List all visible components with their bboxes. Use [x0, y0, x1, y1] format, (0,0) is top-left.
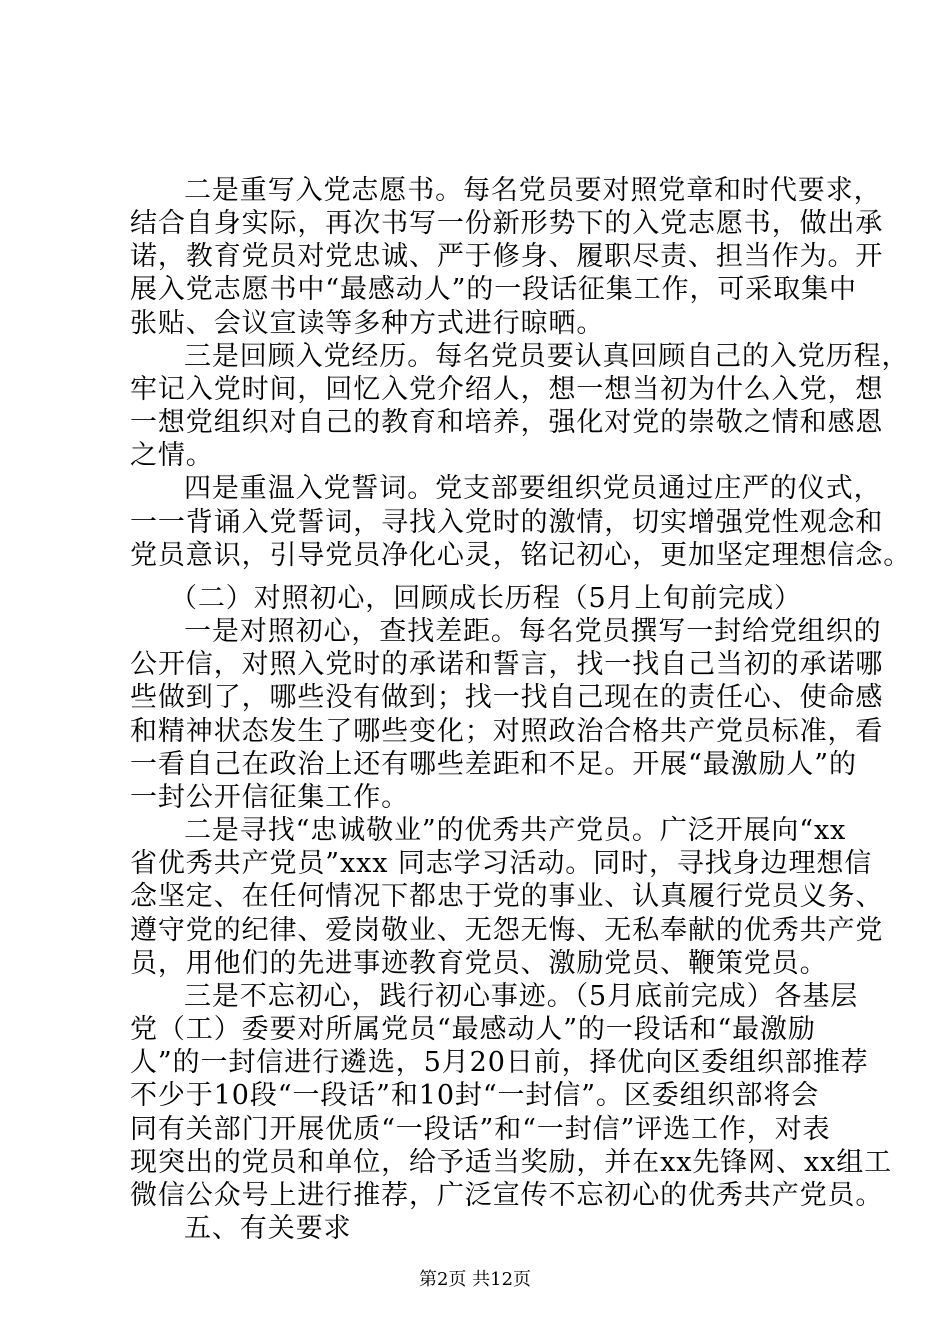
paragraph-line: 一封公开信征集工作。: [130, 782, 409, 813]
paragraph-line: 人”的一封信进行遴选，5月20日前，择优向区委组织部推荐: [130, 1047, 869, 1078]
paragraph-line: 遵守党的纪律、爱岗敬业、无怨无悔、无私奉献的优秀共产党: [130, 915, 884, 946]
paragraph-line: 之情。: [130, 440, 214, 471]
paragraph-line: 公开信，对照入党时的承诺和誓言，找一找自己当初的承诺哪: [130, 649, 884, 680]
section-subheading: （二）对照初心，回顾成长历程（5月上旬前完成）: [170, 583, 802, 614]
paragraph-line: 张贴、会议宣读等多种方式进行晾晒。: [130, 308, 605, 339]
paragraph-line: 些做到了，哪些没有做到；找一找自己现在的责任心、使命感: [130, 682, 884, 713]
paragraph-line: 一看自己在政治上还有哪些差距和不足。开展“最激励人”的: [130, 749, 857, 780]
paragraph-line: 一是对照初心，查找差距。每名党员撰写一封给党组织的: [184, 616, 882, 647]
paragraph-line: 员，用他们的先进事迹教育党员、激励党员、鞭策党员。: [130, 948, 828, 979]
paragraph-line: 省优秀共产党员”xxx 同志学习活动。同时，寻找身边理想信: [130, 848, 873, 879]
paragraph-line: 不少于10段“一段话”和10封“一封信”。区委组织部将会: [130, 1080, 820, 1111]
section-heading: 五、有关要求: [184, 1213, 352, 1244]
paragraph-line: 四是重温入党誓词。党支部要组织党员通过庄严的仪式，: [184, 473, 882, 504]
paragraph-line: 念坚定、在任何情况下都忠于党的事业、认真履行党员义务、: [130, 881, 884, 912]
paragraph-line: 三是不忘初心，践行初心事迹。（5月底前完成）各基层: [184, 981, 859, 1012]
paragraph-line: 诺，教育党员对党忠诚、严于修身、履职尽责、担当作为。开: [130, 241, 884, 272]
paragraph-line: 党（工）委要对所属党员“最感动人”的一段话和“最激励: [130, 1014, 816, 1045]
paragraph-line: 结合自身实际，再次书写一份新形势下的入党志愿书，做出承: [130, 208, 884, 239]
paragraph-line: 二是寻找“忠诚敬业”的优秀共产党员。广泛开展向“xx: [184, 815, 847, 846]
paragraph-line: 同有关部门开展优质“一段话”和“一封信”评选工作，对表: [130, 1114, 831, 1145]
paragraph-line: 微信公众号上进行推荐，广泛宣传不忘初心的优秀共产党员。: [130, 1180, 884, 1211]
paragraph-line: 二是重写入党志愿书。每名党员要对照党章和时代要求，: [184, 175, 882, 206]
paragraph-line: 一一背诵入党誓词，寻找入党时的激情，切实增强党性观念和: [130, 507, 884, 538]
paragraph-line: 和精神状态发生了哪些变化；对照政治合格共产党员标准，看: [130, 716, 884, 747]
paragraph-line: 现突出的党员和单位，给予适当奖励，并在xx先锋网、xx组工: [130, 1147, 893, 1178]
paragraph-line: 牢记入党时间，回忆入党介绍人，想一想当初为什么入党，想: [130, 374, 884, 405]
paragraph-line: 党员意识，引导党员净化心灵，铭记初心，更加坚定理想信念。: [130, 540, 912, 571]
paragraph-line: 展入党志愿书中“最感动人”的一段话征集工作，可采取集中: [130, 274, 857, 305]
page-footer: 第2页 共12页: [418, 1269, 532, 1290]
paragraph-line: 一想党组织对自己的教育和培养，强化对党的崇敬之情和感恩: [130, 407, 884, 438]
paragraph-line: 三是回顾入党经历。每名党员要认真回顾自己的入党历程，: [184, 341, 910, 372]
